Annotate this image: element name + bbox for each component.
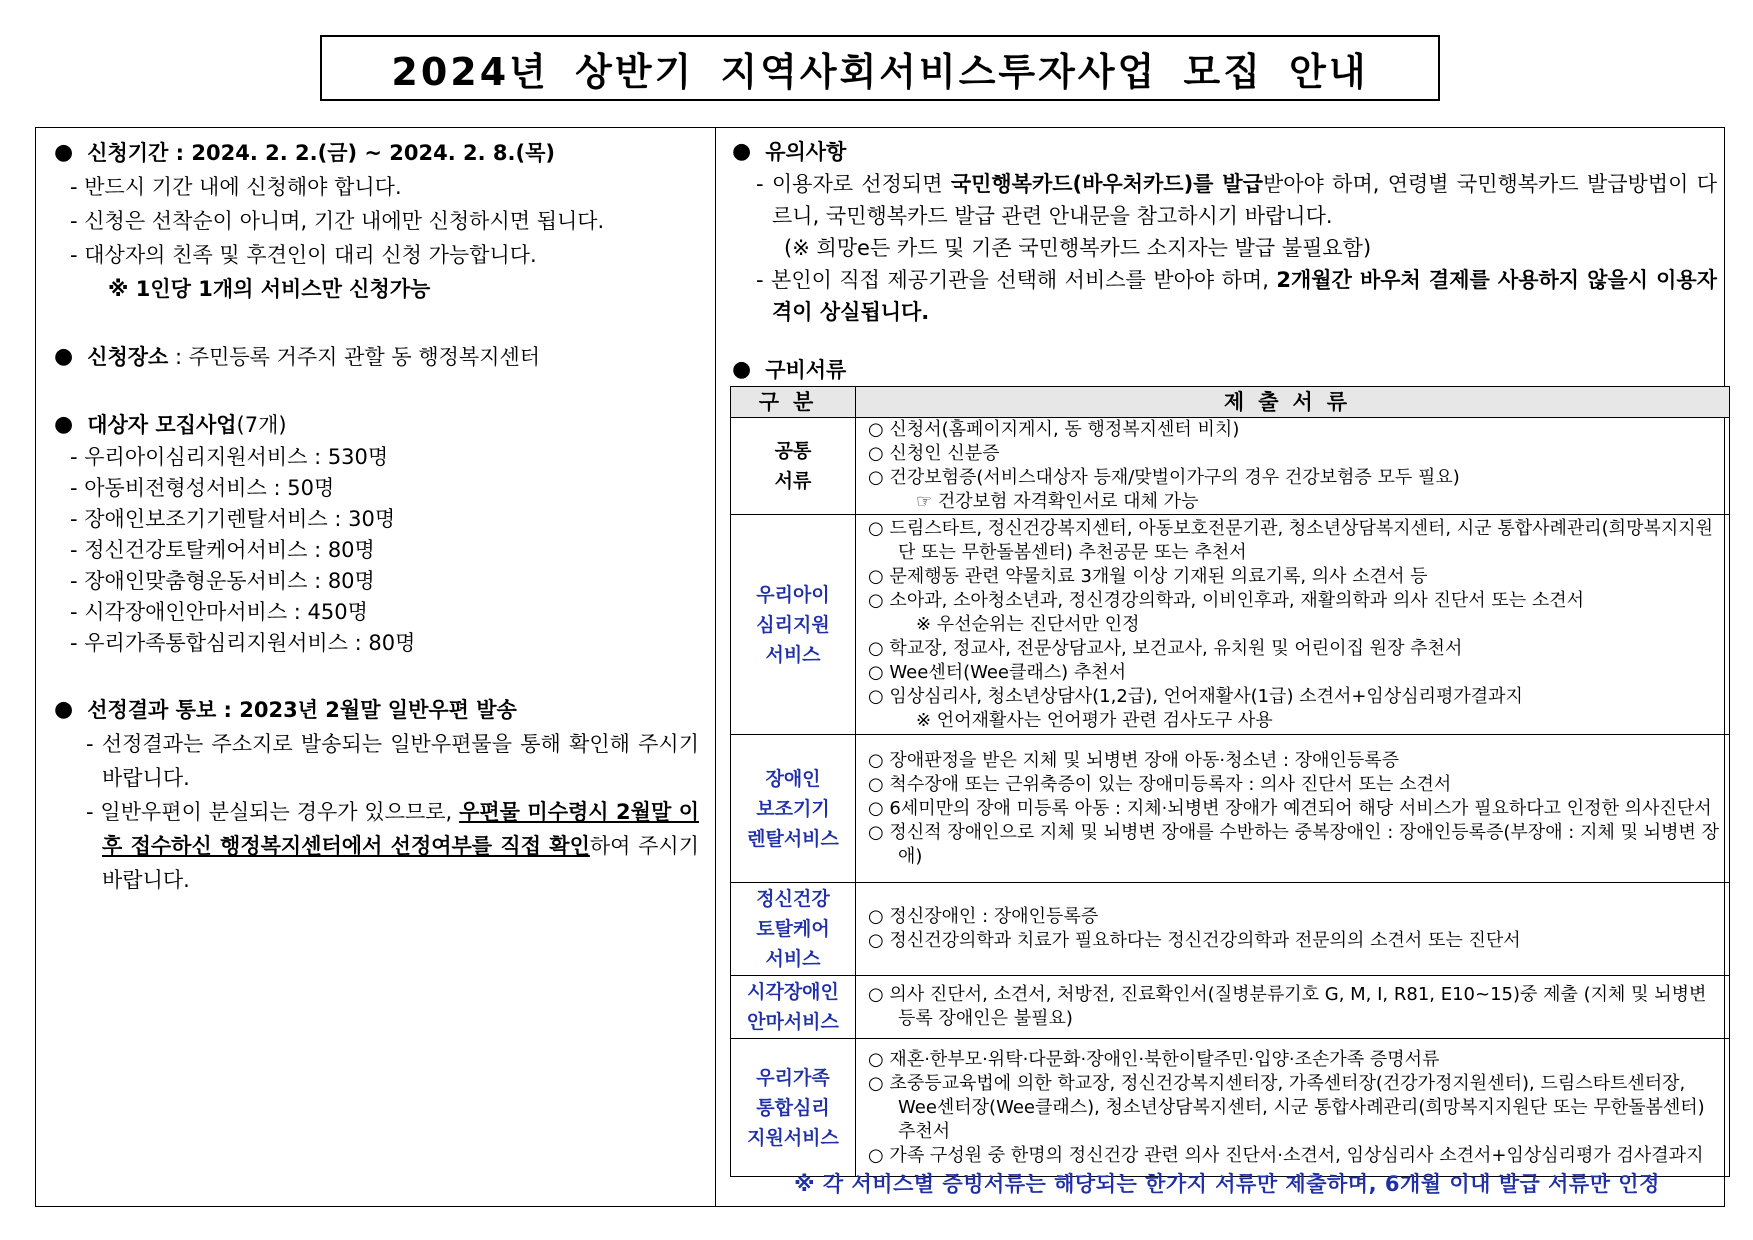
content-frame [35, 127, 1725, 1207]
period-item: - 신청은 선착순이 아니며, 기간 내에만 신청하시면 됩니다. [70, 209, 605, 233]
notice-item: - 본인이 직접 제공기관을 선택해 서비스를 받아야 하며, 2개월간 바우처 결제를 사용하지 않을시 이용자격이 상실됩니다. [756, 268, 1717, 324]
bullet-icon: ● [54, 344, 74, 369]
right-column [732, 136, 1717, 1177]
row-category: 시각장애인 안마서비스 [731, 976, 856, 1039]
document-item: ○ 가족 구성원 중 한명의 정신건강 관련 의사 진단서·소견서, 임상심리사 소견서+임상심리평가 검사결과지 [868, 1144, 1704, 1166]
table-row [731, 515, 1730, 735]
document-item: ○ 정신적 장애인으로 지체 및 뇌병변 장애를 수반하는 중복장애인 : 장애인등록증(부장애 : 지체 및 뇌병변 장애) [868, 821, 1719, 867]
row-documents [856, 883, 1730, 976]
period-note: ※ 1인당 1개의 서비스만 신청가능 [108, 277, 431, 301]
row-category: 공통 서류 [731, 418, 856, 515]
table-row [731, 883, 1730, 976]
header-documents: 제출서류 [856, 387, 1730, 418]
document-item: ○ 장애판정을 받은 지체 및 뇌병변 장애 아동·청소년 : 장애인등록증 [868, 749, 1400, 771]
table-row [731, 976, 1730, 1039]
title-box [320, 35, 1440, 101]
bullet-icon: ● [732, 139, 752, 164]
column-divider [715, 128, 716, 1206]
header-category: 구분 [731, 387, 856, 418]
row-documents [856, 976, 1730, 1039]
row-documents [856, 418, 1730, 515]
document-item: ○ 학교장, 정교사, 전문상담교사, 보건교사, 유치원 및 어린이집 원장 추천서 [868, 637, 1463, 659]
bullet-icon: ● [54, 140, 74, 165]
document-item: ☞ 건강보험 자격확인서로 대체 가능 [916, 491, 1199, 512]
table-row [731, 418, 1730, 515]
document-item: ○ 문제행동 관련 약물치료 3개월 이상 기재된 의료기록, 의사 소견서 등 [868, 565, 1428, 587]
row-category: 우리가족 통합심리 지원서비스 [731, 1039, 856, 1177]
row-documents [856, 1039, 1730, 1177]
notice-note: (※ 희망e든 카드 및 기존 국민행복카드 소지자는 발급 불필요함) [784, 236, 1372, 260]
document-item: ○ 드림스타트, 정신건강복지센터, 아동보호전문기관, 청소년상담복지센터, 시군 통합사례관리(희망복지지원단 또는 무한돌봄센터) 추천공문 또는 추천서 [868, 517, 1714, 563]
row-category: 장애인 보조기기 렌탈서비스 [731, 735, 856, 883]
document-item: ○ Wee센터(Wee클래스) 추천서 [868, 661, 1127, 683]
result-item: - 일반우편이 분실되는 경우가 있으므로, 우편물 미수령시 2월말 이후 접수하신 행정복지센터에서 선정여부를 직접 확인하여 주시기 바랍니다. [86, 800, 699, 892]
document-item: ○ 초중등교육법에 의한 학교장, 정신건강복지센터장, 가족센터장(건강가정지원센터), 드림스타트센터장, Wee센터장(Wee클래스), 청소년상담복지센터, 시군 통합사례관리(희망복지지원단 또는 무한돌봄센터) 추천서 [868, 1072, 1705, 1142]
documents-table [730, 386, 1730, 1177]
table-header-row [731, 387, 1730, 418]
footer-note: ※ 각 서비스별 증빙서류는 해당되는 한가지 서류만 제출하며, 6개월 이내 발급 서류만 인정 [794, 1172, 1660, 1196]
result-heading: ● 선정결과 통보 : 2023년 2월말 일반우편 발송 [54, 693, 699, 727]
result-item: - 선정결과는 주소지로 발송되는 일반우편물을 통해 확인해 주시기 바랍니다. [86, 732, 699, 790]
program-item: - 시각장애인안마서비스 : 450명 [70, 600, 368, 624]
place-heading: ● 신청장소 : 주민등록 거주지 관할 동 행정복지센터 [54, 340, 699, 374]
table-row [731, 1039, 1730, 1177]
document-item: ○ 건강보험증(서비스대상자 등재/맞벌이가구의 경우 건강보험증 모두 필요) [868, 467, 1460, 488]
document-item: ○ 신청서(홈페이지게시, 동 행정복지센터 비치) [868, 419, 1240, 440]
place-value: : 주민등록 거주지 관할 동 행정복지센터 [168, 345, 541, 369]
document-item: ○ 정신건강의학과 치료가 필요하다는 정신건강의학과 전문의의 소견서 또는 진단서 [868, 930, 1521, 951]
document-item: ○ 척수장애 또는 근위축증이 있는 장애미등록자 : 의사 진단서 또는 소견서 [868, 773, 1452, 795]
program-item: - 아동비전형성서비스 : 50명 [70, 476, 335, 500]
table-body [731, 418, 1730, 1177]
notice-item: - 이용자로 선정되면 국민행복카드(바우처카드)를 발급받아야 하며, 연령별 국민행복카드 발급방법이 다르니, 국민행복카드 발급 관련 안내문을 참고하시기 바랍니다. [756, 172, 1717, 228]
left-column [54, 136, 699, 897]
bullet-icon: ● [54, 412, 74, 437]
document-item: ※ 우선순위는 진단서만 인정 [916, 613, 1140, 635]
document-item: ○ 의사 진단서, 소견서, 처방전, 진료확인서(질병분류기호 G, M, I, R81, E10~15)중 제출 (지체 및 뇌병변 등록 장애인은 불필요) [868, 984, 1707, 1029]
document-item: ○ 6세미만의 장애 미등록 아동 : 지체·뇌병변 장애가 예견되어 해당 서비스가 필요하다고 인정한 의사진단서 [868, 797, 1712, 819]
period-item: - 반드시 기간 내에 신청해야 합니다. [70, 175, 402, 199]
period-item: - 대상자의 친족 및 후견인이 대리 신청 가능합니다. [70, 243, 537, 267]
notice-heading: ● 유의사항 [732, 136, 1717, 168]
table-row [731, 735, 1730, 883]
document-item: ○ 신청인 신분증 [868, 443, 1000, 464]
document-item: ○ 임상심리사, 청소년상담사(1,2급), 언어재활사(1급) 소견서+임상심리평가결과지 [868, 685, 1523, 707]
row-category: 우리아이 심리지원 서비스 [731, 515, 856, 735]
document-item: ※ 언어재활사는 언어평가 관련 검사도구 사용 [916, 709, 1273, 731]
result-emphasis: 우편물 미수령시 2월말 이후 접수하신 행정복지센터에서 선정여부를 직접 확인 [102, 800, 699, 858]
program-item: - 장애인보조기기렌탈서비스 : 30명 [70, 507, 396, 531]
document-item: ○ 정신장애인 : 장애인등록증 [868, 906, 1099, 927]
bullet-icon: ● [732, 357, 752, 382]
page-title: 2024년 상반기 지역사회서비스투자사업 모집 안내 [391, 49, 1369, 94]
program-item: - 장애인맞춤형운동서비스 : 80명 [70, 569, 375, 593]
document-item: ○ 소아과, 소아청소년과, 정신경강의학과, 이비인후과, 재활의학과 의사 진단서 또는 소견서 [868, 589, 1585, 611]
program-item: - 우리가족통합심리지원서비스 : 80명 [70, 631, 416, 655]
bullet-icon: ● [54, 697, 74, 722]
row-category: 정신건강 토탈케어 서비스 [731, 883, 856, 976]
row-documents [856, 735, 1730, 883]
program-item: - 우리아이심리지원서비스 : 530명 [70, 445, 389, 469]
program-item: - 정신건강토탈케어서비스 : 80명 [70, 538, 375, 562]
programs-heading: ● 대상자 모집사업(7개) [54, 408, 699, 442]
document-item: ○ 재혼·한부모·위탁·다문화·장애인·북한이탈주민·입양·조손가족 증명서류 [868, 1048, 1440, 1070]
docs-heading: ● 구비서류 [732, 354, 1717, 386]
row-documents [856, 515, 1730, 735]
period-heading: ● 신청기간 : 2024. 2. 2.(금) ~ 2024. 2. 8.(목) [54, 136, 699, 170]
